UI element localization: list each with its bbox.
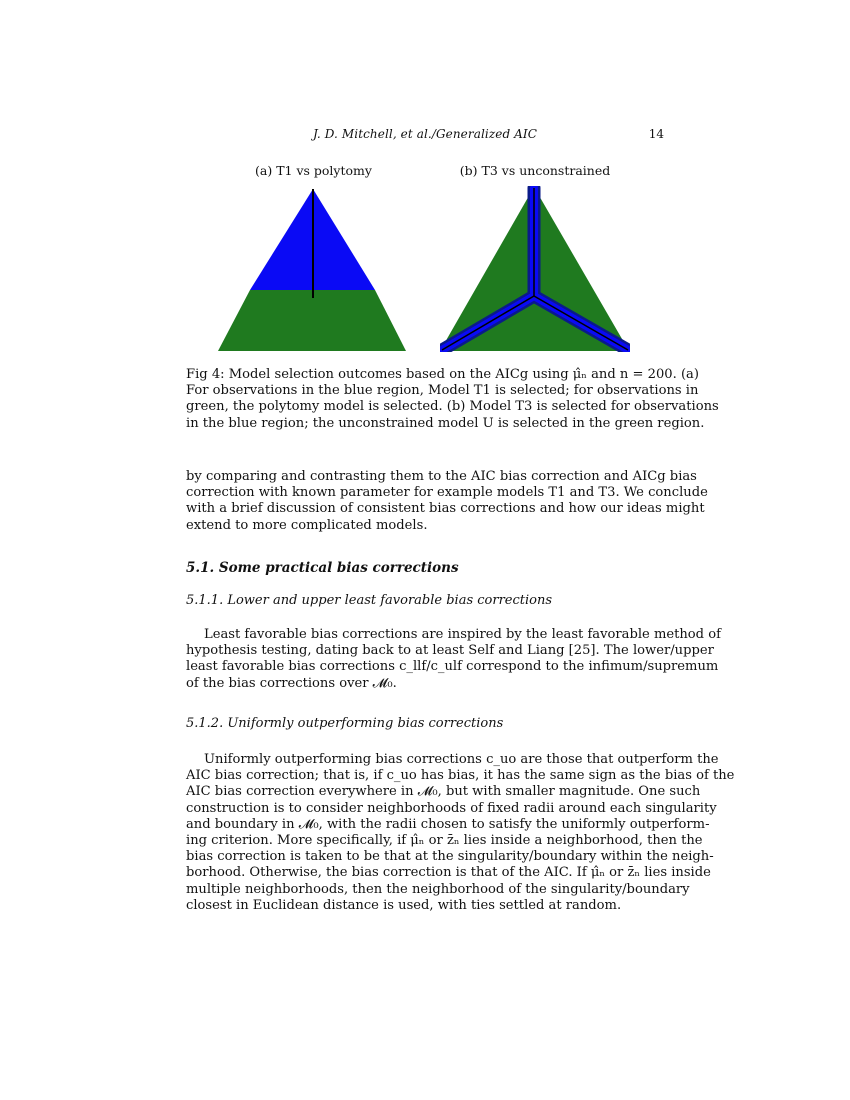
panel-a-title: (a) T1 vs polytomy: [255, 163, 372, 178]
caption-line: in the blue region; the unconstrained model U is selected in the green region.: [186, 415, 705, 431]
running-title: J. D. Mitchell, et al./Generalized AIC: [312, 127, 538, 141]
panel-a-green-region: [218, 290, 406, 351]
paragraph-uniformly-outperforming: [186, 752, 735, 914]
paragraph-intro: [186, 469, 708, 534]
figure-panel-a: [218, 186, 408, 352]
text-line: Least favorable bias corrections are inspired by the least favorable method of: [204, 627, 721, 642]
running-header: [186, 127, 664, 143]
text-line: by comparing and contrasting them to the AIC bias correction and AICg bias: [186, 469, 697, 484]
text-line: with a brief discussion of consistent bias corrections and how our ideas might: [186, 501, 705, 517]
text-line: AIC bias correction everywhere in 𝓜₀, but with smaller magnitude. One such: [186, 784, 701, 800]
section-heading: 5.1. Some practical bias corrections: [186, 560, 459, 576]
caption-line: Fig 4: Model selection outcomes based on the AICg using μ̂ₙ and n = 200. (a): [186, 367, 699, 382]
figure-panel-b: [440, 186, 630, 352]
text-line: of the bias corrections over 𝓜₀.: [186, 675, 397, 691]
subsection-heading-2: 5.1.2. Uniformly outperforming bias corrections: [186, 716, 504, 731]
text-line: multiple neighborhoods, then the neighborhood of the singularity/boundary: [186, 881, 690, 897]
page-number: 14: [648, 127, 664, 141]
text-line: hypothesis testing, dating back to at least Self and Liang [25]. The lower/upper: [186, 643, 714, 659]
caption-line: For observations in the blue region, Model T1 is selected; for observations in: [186, 383, 699, 399]
caption-line: green, the polytomy model is selected. (b) Model T3 is selected for observations: [186, 399, 719, 415]
text-line: Uniformly outperforming bias corrections c_uo are those that outperform the: [204, 752, 719, 767]
text-line: borhood. Otherwise, the bias correction is that of the AIC. If μ̂ₙ or z̄ₙ lies inside: [186, 865, 711, 881]
text-line: AIC bias correction; that is, if c_uo has bias, it has the same sign as the bias of the: [186, 768, 735, 784]
paragraph-least-favorable: [186, 627, 721, 692]
text-line: extend to more complicated models.: [186, 517, 428, 533]
text-line: and boundary in 𝓜₀, with the radii chosen to satisfy the uniformly outperform-: [186, 816, 710, 832]
text-line: construction is to consider neighborhoods of fixed radii around each singularity: [186, 800, 717, 816]
text-line: ing criterion. More specifically, if μ̂ₙ or z̄ₙ lies inside a neighborhood, then the: [186, 833, 703, 849]
figure-caption: [186, 367, 719, 432]
text-line: correction with known parameter for example models T1 and T3. We conclude: [186, 485, 708, 501]
text-line: closest in Euclidean distance is used, with ties settled at random.: [186, 897, 622, 913]
text-line: least favorable bias corrections c_llf/c_ulf correspond to the infimum/supremum: [186, 659, 719, 675]
subsection-heading-1: 5.1.1. Lower and upper least favorable bias corrections: [186, 593, 553, 608]
text-line: bias correction is taken to be that at the singularity/boundary within the neigh-: [186, 849, 714, 865]
panel-b-title: (b) T3 vs unconstrained: [459, 163, 611, 178]
